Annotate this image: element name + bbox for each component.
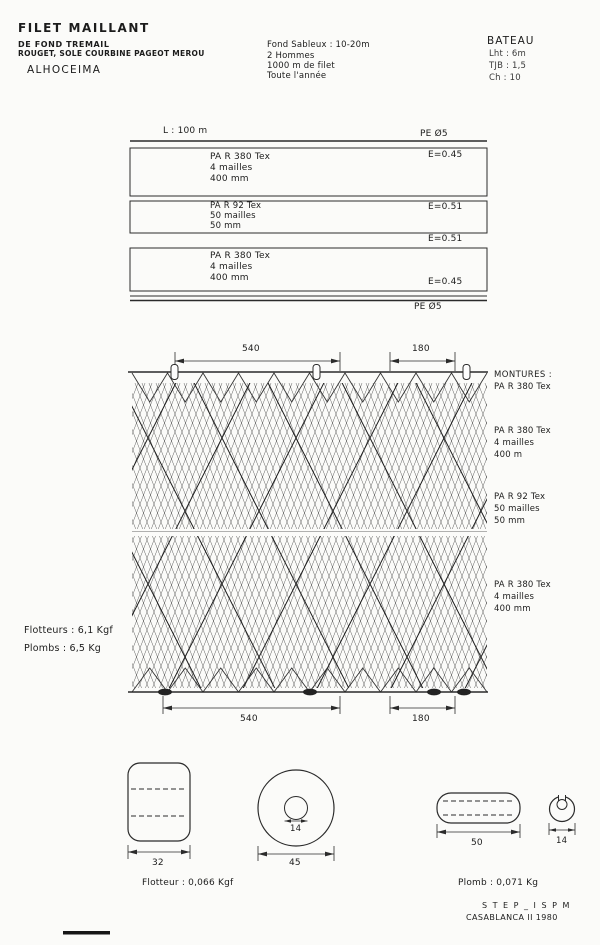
panel2-material: PA R 92 Tex: [494, 492, 546, 502]
lead-width-label: 50: [471, 838, 483, 848]
plombs-weight-label: Plombs : 6,5 Kg: [24, 643, 102, 654]
panel2-mesh-size: 50 mm: [494, 516, 526, 526]
header-subtitle-species: ROUGET, SOLE COURBINE PAGEOT MEROU: [18, 49, 205, 58]
montures-value: PA R 380 Tex: [494, 382, 551, 392]
panel3-meshes: 4 mailles: [494, 592, 535, 602]
footer-edition: CASABLANCA II 1980: [466, 913, 558, 922]
panel3-material: PA R 380 Tex: [494, 580, 551, 590]
panel1-mesh-size: 400 m: [494, 450, 523, 460]
schematic-bottom-rope-label: PE Ø5: [414, 302, 442, 312]
page-title: FILET MAILLANT: [18, 21, 150, 35]
montures-title: MONTURES :: [494, 370, 553, 380]
dimension-top-180: [390, 352, 455, 371]
float-width-label: 32: [152, 858, 164, 868]
band2-hanging-ratio: E=0.51: [428, 202, 463, 212]
dimension-bottom-180: [390, 696, 455, 714]
condition-net-length: 1000 m de filet: [267, 61, 335, 71]
float-detail-drawing: [128, 763, 190, 859]
band1-meshes: 4 mailles: [210, 163, 253, 173]
boat-lht: Lht : 6m: [489, 49, 527, 59]
flotteurs-weight-label: Flotteurs : 6,1 Kgf: [24, 625, 113, 636]
band1-hanging-ratio: E=0.45: [428, 150, 463, 160]
boat-title: BATEAU: [487, 35, 535, 47]
dim-bottom-540-label: 540: [240, 714, 258, 724]
ring-outer-label: 45: [289, 858, 301, 868]
schematic-length-label: L : 100 m: [163, 126, 208, 136]
mesh-lower-panel: [132, 536, 487, 688]
lead-detail-drawing: [437, 793, 520, 838]
band3-meshes: 4 mailles: [210, 262, 253, 272]
condition-crew: 2 Hommes: [267, 51, 315, 61]
ring-hole-label: 14: [290, 824, 302, 834]
float-weight-label: Flotteur : 0,066 Kgf: [142, 878, 234, 888]
boat-ch: Ch : 10: [489, 73, 521, 83]
mesh-upper-panel: [132, 383, 487, 529]
schematic-top-rope-label: PE Ø5: [420, 129, 448, 139]
dim-top-540-label: 540: [242, 344, 260, 354]
band3-material: PA R 380 Tex: [210, 251, 271, 261]
lead-ring-label: 14: [556, 836, 568, 846]
dimension-bottom-540: [163, 696, 340, 714]
band2-meshes: 50 mailles: [210, 211, 256, 221]
panel2-meshes: 50 mailles: [494, 504, 540, 514]
band2-hanging-ratio-below: E=0.51: [428, 234, 463, 244]
band1-material: PA R 380 Tex: [210, 152, 271, 162]
panel1-material: PA R 380 Tex: [494, 426, 551, 436]
band1-mesh-size: 400 mm: [210, 174, 249, 184]
boat-tjb: TJB : 1,5: [489, 61, 527, 71]
lead-weight-label: Plomb : 0,071 Kg: [458, 878, 539, 888]
dim-top-180-label: 180: [412, 344, 430, 354]
band2-material: PA R 92 Tex: [210, 201, 262, 211]
panel1-meshes: 4 mailles: [494, 438, 535, 448]
dim-bottom-180-label: 180: [412, 714, 430, 724]
header-location: ALHOCEIMA: [27, 64, 102, 76]
band3-mesh-size: 400 mm: [210, 273, 249, 283]
footer-organisation: S T E P _ I S P M: [482, 901, 571, 910]
lead-ring-detail-drawing: [549, 795, 575, 836]
ring-float-detail-drawing: [258, 770, 334, 861]
header-subtitle-type: DE FOND TREMAIL: [18, 40, 110, 49]
condition-season: Toute l'année: [267, 71, 327, 81]
band2-mesh-size: 50 mm: [210, 221, 242, 231]
panel3-mesh-size: 400 mm: [494, 604, 531, 614]
footer-mark: [63, 931, 110, 935]
band3-hanging-ratio: E=0.45: [428, 277, 463, 287]
condition-depth: Fond Sableux : 10-20m: [267, 40, 370, 50]
